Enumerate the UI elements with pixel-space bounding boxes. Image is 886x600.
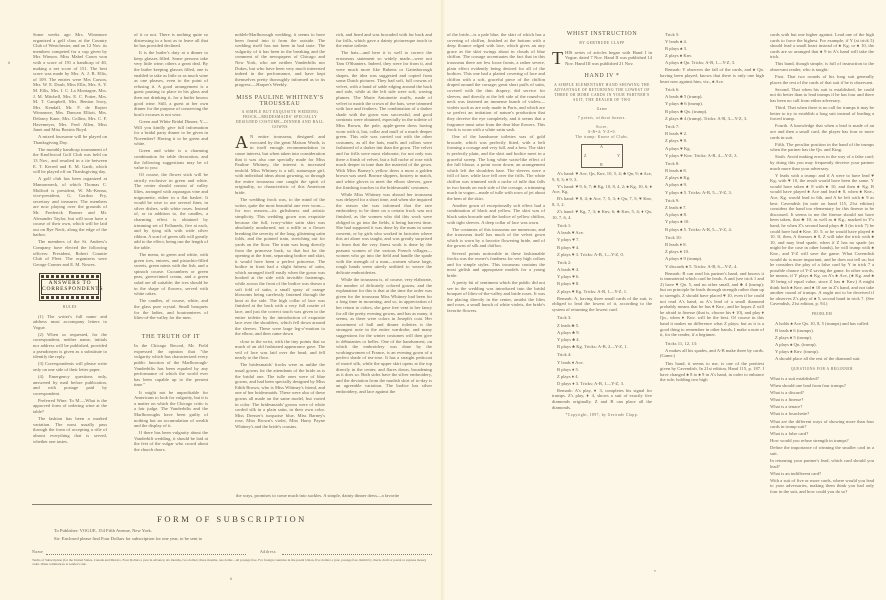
trick-play: B plays ♠ 3. <box>665 46 688 52</box>
fragment-text: the ways, promises to come much into suckles. A simple, dainty dinner dress—a favorite <box>236 493 400 498</box>
trick-play: B leads ♥ 2. <box>665 131 688 137</box>
golf-paragraph: The members of the St. Andrew's Company have elected the following officers: President, Robert Countie Club of Fleet. The organizers were George Cramer and E. M. Nowes. <box>33 239 107 267</box>
trick-play: A plays ♠ Qn. Tricks: A-B, 1—Y-Z, 3. <box>665 60 736 66</box>
name-field[interactable] <box>46 554 246 555</box>
trick-play: Z plays ♥ Kg. Tricks: A-B, 1—Y-Z, 1. <box>557 288 628 294</box>
dinner-question: Green and White Bridal Dinner, Y.—Will you kindly give full information for a bridal party dinner to be given in November? Having it to be green and white. <box>134 118 208 147</box>
golf-paragraph: A mixed foursome will be played on Thanksgiving Day. <box>33 134 107 145</box>
lesson-paragraph: Sixth. Avoid making errors in the way of a false card; by doing this you may frequently deceive your partner much more than your adversary. <box>770 154 874 171</box>
question-item: What is a finesse? <box>770 397 804 403</box>
subscription-top-rule <box>32 504 432 505</box>
truth-paragraph: In the Chicago Record, Mr. Field expressed the opinion that "the vulgarity which has characterized every public function of the Marlborough-Vanderbilts has been equaled by any performance of which the world ever has been capable up to the present time." <box>134 343 208 388</box>
trick-label: Trick 7: <box>665 124 680 130</box>
ornament-border <box>41 296 99 299</box>
trousseau-paragraph: The hats—and here it is well to correct the erroneous statement so widely made—were not Tam O'Shanters. Indeed, they were far from it, and were much more like Rubens or Gainsborough shapes, the idea was suggested and copied from some Dutch pictures. They had soft, full crowns of velvet, with a band of sable edging around the back and side, while at the left side were soft, waving plumes. The Marie Antoinette muffs, made of velvet to match the crown of the hats, were trimmed with lace and feathers. The combination of a darker shade with the gown was successful, and good contrasts were obtained, especially in the toilette of Miss Brown, the pale, apple-green dress having worn with it, hat, collar and muff of a much deeper green. This rule was carried out with the other costumes, as all the hats, muffs and collars were fashioned of a darker tint than the gown. The velvet and fur frills were most elaborate, for not only was there a finish of velvet, but a full ruche of rose with much deeper in tone than the material of the gown. With Miss Barney's yellow dress a most a golden brown was used. Bronze slippers, hosiery to match, and white gloves to meet the elbow sleeves, gave the finishing touches to the bridesmaids' costumes. <box>336 50 432 190</box>
rule-item: (2) When so requested, for the correspondent, neither name, initials nor address will be published, provided a pseudonym is given as a substitute to identify the reply. <box>33 331 107 360</box>
rules-heading: RULES <box>63 304 77 309</box>
whist-tricks-column <box>660 32 764 504</box>
wine-paragraph: It is the butler's duty at a dinner to keep glasses filled. Some persons take very little wine; others a great deal. By the butler keeping glasses filled, one is enabled to take as little or as much wine as one pleases, even to the point of refusing it. A good arrangement is a guest pausing to place in his glass and then not drinking it, for a butler knows good wine. Still, a guest at her own dinner for the purpose of conserving the host's excuses is not wise. <box>134 50 208 117</box>
lesson-paragraph: Third. That when there is no call for trumps it may be better to try to establish a long suit instead of leading a forced trump. <box>770 105 874 122</box>
problem-line: B leads ♠ 6 (trumps). <box>775 328 814 333</box>
trick-play: A leads ♣ 5 (trump). <box>665 94 703 100</box>
trick-play: Z leads ♠ 7. <box>665 205 687 211</box>
address-field[interactable] <box>282 554 432 555</box>
trick-play: Z leads ♣ 5. <box>557 322 580 328</box>
left-column-trousseau-article <box>235 32 325 502</box>
left-page-number: ii <box>230 576 233 581</box>
game-label: Game <box>596 106 608 111</box>
trick-play: B leads ♦ 8. <box>665 242 687 248</box>
trick-play: A plays ♠ 8. <box>665 212 688 218</box>
trick-play: Z plays ♦ 10. <box>665 249 690 255</box>
rule-item: (1) The writer's full name and address must accompany letters to Vogue. <box>33 313 107 330</box>
trick-label: Tricks 11, 12, 13: <box>665 340 698 346</box>
trick-play: A plays ♣ 9. <box>557 329 580 335</box>
seat-left: Z <box>584 152 587 158</box>
question-item: When should one lead from four trumps? <box>770 383 846 389</box>
article-paragraph: N entire trousseau, designed and executed by the great Maison Worth, is in itself enough recommendation to cause interest, but when taken into consideration that it was also one specially made for Miss Pauline Whitney, the interest is increased tenfold. Miss Whitney is a tall, statuesque girl, with individual ideas about gowning, so through the entire trousseau one caught the spirit of originality, so characteristic of this American bride. <box>235 134 325 196</box>
answer-body: The fashion has been a marked variation. The most usually pass through the form of accepting a rôle of almost everything that is served, whether one tastes. <box>33 416 107 444</box>
article-title: MISS PAULINE WHITNEY'S TROUSSEAU <box>236 94 324 107</box>
trick-play: A leads ♥ Ace. <box>557 230 584 236</box>
truth-paragraph: It might not be unprofitable for Americans to look for vulgarity, but it is a matter on which the Chicago critic is a fair judge. The Vanderbilts and the Marlboroughs have been guilty of nothing but an accumulation of wealth and the display of it. <box>134 389 208 429</box>
trick-play: B plays ♣ Kg. Tricks: A-B, 2—Y-Z, 1. <box>557 343 628 349</box>
trick-remark: Remark: B can read his partner's hand, and knows it is immaterial which card he leads. A and (see trick 1 and 2) have ♥ Qn. 5, and no other small, and ♣ 4 (trump); but on principle he leads through strength rather than up to strength. Z should have placed ♥ 10, even if he could not read A's hand, as A's lead of a small diamond probably means that he has ♦ Knv., and he hopes Z will be afraid to finesse (that is, choose his ♦ 10), and play ♦ Qn., when ♦ Knv. will be the best. Of course in this hand it makes no difference what Z plays; but as it is a good thing to remember in other hands, I make a note of it, for the reader, if a beginner. <box>660 270 764 338</box>
trick-play: Y plays ♠ 5. Tricks: A-B, 5—Y-Z, 3. <box>665 189 732 195</box>
trick-label: Trick 9: <box>665 198 680 204</box>
whist-intro: HIS series of articles began with Hand I in Vogue, dated 7 Nov. Hand II was published 14 Nov. Hand III was published 21 Nov. <box>565 49 652 66</box>
drop-cap: A <box>235 132 248 153</box>
trick-play: B leads ♠ 8. <box>665 168 687 174</box>
article-paragraph: The wedding frock was, to the mind of the writer, quite the most beautiful one ever worn—for two reasons—its girlishness and artistic simplicity. This wedding gown was exquisite because the full, ivory-white satin skirt was absolutely unadorned, not a ruffle or a flower breaking the severity of the long, glistening satin folds, and the pointed train, stretching out for yards on the floor. The train was hung directly from the princesse back, so that but for the opening at the front, separating bodice and skirt, it would have been a perfect princesse. The bodice in front had a slight fulness of satin, which arranged itself easily when the gown was hooked at the side with invisible fastenings, while across the front of the bodice was drawn a soft fold of satin, a small spray of orange blossoms being carelessly fastened through the knot at the side. The high collar of lace was finished at the back with a very full rosette of lace, and just the correct touch was given to the entire toilette by the introduction of exquisite lace over the shoulders, which fell down around the sleeves. These were large leg-o'-mutton to the elbow, and then came down <box>235 197 325 337</box>
trick-label: Trick 8: <box>665 161 680 167</box>
trick-play: B plays ♠ 5. Tricks: A-B, 5—Y-Z, 4. <box>665 226 732 232</box>
problem-line: A plays ♠ Qn. (trump). <box>775 342 817 348</box>
subscription-terms: Terms of Subscription (for the United States, Canada and Mexico, Four Dollars a year in advance; six months, two dollars; three months, one dollar—all postage free. For foreign countries in the postal Union, five dollars a year, postage free. Remit by check, draft or postal or express money order. Other remittances at sender's risk. <box>32 558 427 567</box>
score-value: A-B=4; Y-Z=0. <box>587 129 617 134</box>
article-paragraph: The bridesmaids' frocks were as unlike the usual gowns for the attendants of the bride as is the bridal one. The tulle ones were of blue gowns, and had been specially designed by Miss Edith Brown, who is Miss Whitney's friend, and one of her bridesmaids. These were also of these gowns all made on the same model, but varied in color. The bridesmaids' gowns were of white corded silk in a plain satin, in their own color. Miss Dresser's turquoise blue, Miss Barney's rose, Miss Brown's violet, Miss Harry Payne Whitney's and the bride's cousins. <box>235 362 325 429</box>
trick-label: Trick 6: <box>665 87 680 93</box>
trick-play: Z plays ♠ Kg. <box>665 175 691 181</box>
question-item: With a suit of five or more cards, where would you lead to your adversaries, making them think you had only four in the suit, and how could you do so? <box>770 477 874 495</box>
page-gutter <box>441 0 445 600</box>
trick-play: Y plays ♠ 10. <box>665 219 690 225</box>
left-column-wine-and-truth <box>134 32 208 502</box>
question-item: What is a tenace? <box>770 404 803 410</box>
trousseau-paragraph: A pretty bit of sentiment which the public did not see in the wedding was introduced into the bridal bouquet of lilies-of-the-valley and bride roses. It was the placing directly in the center, amidst the lilies and roses, a small bunch of white violets, the bride's favorite flowers. <box>447 280 545 313</box>
question-item: What is a suit established? <box>770 375 819 381</box>
trick-label: Trick 10: <box>665 235 682 241</box>
trousseau-paragraph: While the trousseau is, of course, very elaborate, the number of delicately colored gowns, and the explanation for this is that at the time the order was given for the trousseau Miss Whitney had been for a long time in mourning, and so, in appreciation of her return to colors, she gave free vent to her fancy for all the pretty evening gowns, and has as many, it seems, as there were colors in Joseph's coat. Her assortment of ball and dinner toilettes is the strongest note in the entire wardrobe, and many suggestions for the winter costumes will then give to débutantes or belles. One of the handsomest, on which the embroidery was done by the workingwomen of France, is an evening gown of a perfect shade of tea-rose. It has a straight petticoat of moiré silk, while the upper skirt opens at the top directly in the center, and flares down, broadening as it does so. Both sides have the silver embroidery, and the deviation from the mudish skirt of to-day is an agreeable variation. The bodice has silver embroidery, and lace against the <box>336 277 432 394</box>
trick-play: Y plays ♣ 4. <box>557 336 580 342</box>
copyright-note: *Copyright, 1897, by Gertrude Clapp. <box>565 413 639 418</box>
answers-to-correspondents-banner <box>39 273 104 300</box>
truth-of-it-heading: THE TRUTH OF IT <box>141 333 201 340</box>
questions-heading: QUESTIONS FOR A BEGINNER <box>790 366 854 371</box>
whist-title: WHIST INSTRUCTION <box>566 31 638 37</box>
golf-paragraph: Some weeks ago Mrs. Winsmore organized a golf class at the Country Club of Westchester, and on 12 Nov. its members competed for a cup given by Mrs Winson. Miss Mabel Caron won with a score of 191 a handicap of 40, making a net score of 151. The best score was made by Mrs. A. J. B. Ellis, of 109. The entries were Mrs Carson, Mrs. W. E. Doub, Miss Ellis, Mrs. A. Y. M. Ellis, Mrs. I. C. La Montagne, Mrs. J. M. Mitchell, Mrs. E. C. Potter, Mrs. M. T. Campbell, Mrs. Benton Ivory, Mrs Kendall, Mr. F. de Rayter Winsmore, Mrs. Duncan Elliott, Mrs. Delancy Kane, Mrs. Collins, Mrs. C. F. Havemeyer, Mrs. Fred Allen, Miss Janet and Miss Beatrix Boyd. <box>33 32 107 133</box>
trick-play: Y plays ♥ Knv. Tricks: A-B, 4—Y-Z, 3. <box>665 152 738 158</box>
trick-label: Trick 1: <box>557 223 572 229</box>
trousseau-paragraph: While Miss Whitney was abroad her trousseau was delayed for a short time, and when she inquired the reason she was informed that the rare embroidery to be done on a certain frock was not finished, as the women who did this work were obliged to go into the fields, it being harvest time. She had supposed it was done by the nuns in some convent, or by girls who worked in factories where this art alone was taught, and was greatly surprised to learn that the very finest work is done by the peasant women of the various French villages—women who go into the field and handle the spade with the strength of a man—women whose large, rough hands seem utterly unfitted to weave the delicate embroideries. <box>336 191 432 275</box>
subscription-to-line: To Publisher: VOGUE, 154 Fifth Avenue, New York. <box>54 528 152 533</box>
trump-label: The trump: Knave of Clubs. <box>575 134 629 139</box>
question-item: What is an indifferent card? <box>770 470 822 476</box>
trick-play: A plays ♥ Kg. <box>665 145 691 151</box>
trousseau-paragraph: Another gown of exceptionally soft effect had a combination of black and yellow. The skirt was of black satin brocade and the bodice of yellow chiffon, with tight sleeves. A deep collar of lace was worn. <box>447 202 545 225</box>
question-item: How would you refuse strength in trumps? <box>770 438 849 444</box>
hand-listing: A's hand: ♥ Ace, Qn, Knv, 10, 5, 4; ♣ Qn, 9; ♠ Ace, 9, 8, 3; ♦ 9, 3. <box>552 170 652 182</box>
trick-label: Trick 3: <box>557 315 572 321</box>
trick-play: Y plays ♣ 6 (trump). <box>665 101 703 107</box>
subscription-fields <box>32 547 432 557</box>
trick-play: Y leads ♦ Ace. <box>557 359 584 365</box>
whist-lessons-column <box>770 32 874 504</box>
trick-remark: Remark: A's play, ♦ 3, completes his signal for trumps. Z's play, ♦ 4, shows a suit of exactly five diamonds originally. Z and B can place all the diamonds. <box>552 387 652 410</box>
question-item: What is a false card? <box>770 431 809 437</box>
left-column-golf-and-answers <box>33 32 107 502</box>
drop-cap: T <box>552 47 563 68</box>
left-column-trousseau-continued <box>336 32 432 502</box>
game-value: 7 points, without honors. <box>577 115 627 120</box>
question-item: In returning your partner's lead, which card should you lead? <box>770 458 874 469</box>
trousseau-paragraph: One of the handsome toilettes was of gold brocade, which was perfectly fitted, with a belt forming a corsage and very full, and a bow. The skirt is perfectly plain, and the skirt and bodice meet in a graceful sweep. The long white waist-like effect of the full blouse, a point worn down; an arrangement which left the shoulders bare. The sleeves were a frill of lace, while lace fell over the frills. The white chiffon was trimmed with a ruche of tulle that falls in two bands on each side of the corsage, a trimming much in vogue—made of tulle with rows of jet about the hem of the skirt. <box>447 134 545 201</box>
dinner-paragraph: Of course, the flower stick will be strictly exclusive in green and white. The center should consist of valley lilies, arranged with asparagus vine and mignonette, either in a flat basket. It would be wise to use several finer, in silver dishes, with white roses. Instead of, or in addition to, the candles, a charming effect is obtained by trimming set of Follaneds, five at each, and by tying silk with wide silver ribbon. A scarf of green silk will greatly add to the effect, being run the length of the table. <box>134 172 208 250</box>
rule-item: (3) Correspondents will please write only on one side of their letter paper. <box>33 361 107 372</box>
lesson-paragraph: Fifth. The peculiar position in the hand of the trumps when the partner has the Qn. and King. <box>770 141 874 153</box>
left-page-bottom-fragment <box>236 493 432 501</box>
trousseau-paragraph: The costumes of this trousseau are numerous, and the trousseau itself has much of the velvet gown which is worn by a favorite flowering bride, and of the gowns of silk and chiffon. <box>447 226 545 249</box>
trick-play: D plays ♦ 3. Tricks: A-B, 1—Y-Z, 3. <box>557 380 625 386</box>
problem-line: A should place all the rest of the diamond suit. <box>775 356 861 362</box>
truth-paragraph: If there has been vulgarity about the Vanderbilt wedding, it should be laid at the feet of the vulgar who crowd about the church doors. <box>134 430 208 452</box>
article-subtitle: A SIMPLE BUT EXQUISITE WEDDING FROCK—BRIDESMAIDS' SPECIALLY DESIGNED COSTUME—DINNER AND BALL GOWNS <box>236 110 324 130</box>
trick-play: Z plays ♣ 4 (trump). Tricks: A-B, 3—Y-Z, 3. <box>665 115 748 121</box>
hand-listing: Z's hand: ♥ Kg, 7, 3; ♠ Knv, 6; ♣ Knv, 5, 4; ♦ Qn, 10, 7, 6, 4. <box>552 209 652 220</box>
trick-remark: This hand, it seems to me, is one of the prettiest given by Cavendish. In 21st edition, Hand 115, p. 187. I have changed ♠ 8 to ♠ 9 in A's hand, in order to enhance the rule, holding two high <box>660 360 764 383</box>
trick-play: B plays ♦ 5. <box>557 366 579 372</box>
problem-line: Y plays ♠ Knv. (trump). <box>775 349 819 355</box>
problem-line: Z plays ♠ 5 (trump). <box>775 335 813 341</box>
subscription-title: FORM OF SUBSCRIPTION <box>157 514 307 524</box>
trick-play: Y leads ♠ 4. <box>665 39 687 45</box>
trick-play: Z plays ♥ 8. <box>665 138 688 144</box>
problem-heading: PROBLEM <box>811 311 833 316</box>
question-item: What is a fourchette? <box>770 411 810 417</box>
question-item: Define the importance of winning the smaller card in a suit. <box>770 445 874 456</box>
trick-remark: Remark: Y observes the fall of the cards, and ♠ Qn. having been played, knows that there is only one high heart now against him, viz., ♠ Ace. <box>660 67 764 84</box>
trousseau-paragraph: Several points noticeable in these fashionable frocks was the owner's fondness for very high collars and for simple styles. This trousseau contains the most girlish and appropriate models for a young bride. <box>447 250 545 278</box>
answer-question: Preferred Wine. To M.—What is the approved form of ordering wine at the table? <box>33 397 107 415</box>
trick-play: B plays ♣ Qn. (trump). <box>665 108 708 114</box>
trick-play: A makes all his spades, and A-B make three by cards. (Game.) <box>660 347 764 359</box>
wine-paragraph: of it or not. There is nothing quite so distressing to a host as to leave all that he has provided declined. <box>134 32 208 49</box>
trick-label: Trick 4: <box>557 352 572 358</box>
trick-play: B plays ♥ 8. <box>557 281 580 287</box>
hand-title: HAND IV * <box>584 73 620 80</box>
trick-play: Y discards ♠ 5. Tricks: A-B, 6—Y-Z, 4. <box>665 263 738 269</box>
trick-play: Y plays ♥ 7. <box>557 237 580 243</box>
lesson-paragraph: Second. That when his suit is established, he could not do better than to lead trumps if he has four and there has been no call from either adversary. <box>770 86 874 104</box>
trick-play: A plays ♠ 9. <box>665 182 688 188</box>
dinner-paragraph: Green and white is a charming combination for table decoration, and the following suggestions may be of value to you: <box>134 148 208 171</box>
name-label: Name <box>32 549 44 554</box>
trick-label: Trick 5: <box>665 32 680 37</box>
whist-byline: BY GERTRUDE CLAPP <box>579 40 625 45</box>
trick-remark: Remark: A, having three small cards of the suit, is obliged to lead the lowest of it, according to the system of returning the lowest card. <box>552 295 652 312</box>
trousseau-paragraph: of the bride—is a pale blue, the skirt of which has a covering of chiffon, finished at the bottom with a deep flounce edged with lace, which gives an airy grace as the skirt swings about in clouds of blue chiffon. The corsage accentuates the fact that in this trousseau there are few loose fronts, a rather severe, plain effect evidently being desired for all of the bodices. This one had a plaited covering of lace and chiffon with a soft, graceful piece of the chiffon draped around the corsage; great short puffs of satin, covered with the thin drapery, did service for sleeves, and directly at the left side of the round-cut neck was fastened an immense bunch of violets—violets such as are only made in Paris, and which are so perfect an imitation of nature's production that they deceive the eye completely, and it seems that a fragrance must arise from the dear blue flowers. This frock is worn with a white satin sash. <box>447 32 545 133</box>
lesson-paragraph: Fourth. A knowledge that when a lead is made of an ace and then a small card, the player has four or more cards in suit. <box>770 123 874 140</box>
seat-right: Y <box>617 152 620 158</box>
harpers-paragraph: nobleb-Marlborough wedding, it seems to have been found into it from the outside. The wedding itself has not been in bad taste. The vulgarity of it has been in the breaking and the comment of the newspapers of Chicago and New York, who are neither Vanderbilts nor Dukes, but who have been very much interested indeed in the performance, and have kept themselves pretty thoroughly informed as to its progress.—Harper's Weekly. <box>235 32 325 88</box>
problem-line: A holds ♠ Ace Qn. 10, 8, 5 (trumps) and has called. <box>775 320 870 326</box>
lesson-paragraph: First. That two rounds of his long suit generally places the rest of the cards of that suit if he is observant. <box>770 74 874 85</box>
dinner-paragraph: The menu, in green and white, with green ices, entrees, and pistachio-filled sweets, green mints with the fish, and a spinach course. Cucumbers or green peas, green-tinted cream, and a green salad are all suitable; the ices should be in the shape of flowers, served with white cakes. <box>134 252 208 297</box>
article-paragraph: close to the wrist, with the tiny points that so much of an old fashioned appearance gave. The veil of lace was laid over the head, and fell nearly to the floor. <box>235 338 325 361</box>
lesson-paragraph: cards with but one higher against. Lead one of the high cards to force the highest. For example, if Y (at trick 5) should lead a small heart instead of ♠ Kg. or ♠ 10, the cards are so arranged that ♠ 9 in A's hand will take the trick. <box>770 32 874 60</box>
rule-item: (4) Emergency questions only, answered by mail before publication, and with postage paid by correspondent. <box>33 373 107 396</box>
question-item: What are the different ways of showing more than four cards in trump suit? <box>770 418 874 430</box>
address-label: Address <box>260 549 276 554</box>
trick-play: Z plays ♥ 3. Tricks: A-B, 1—Y-Z, 0. <box>557 251 624 257</box>
right-page-number: v <box>654 568 656 573</box>
table-diagram <box>581 144 623 168</box>
trousseau-paragraph: rich, and lined and was brocaded with fur back and fur frills, which gave a dainty picturesque touch to the entire toilette. <box>336 32 432 49</box>
lesson-paragraph: This hand, though simple, is full of instruction to the observant reader, who is taught: <box>770 61 874 73</box>
dinner-paragraph: The candles, of course, white, and the glass pure crystal. Small bouquets for the ladies, and boutonnieres of lilies-of-the-valley for the men. <box>134 298 208 321</box>
subscription-form <box>32 506 432 576</box>
seat-bottom: B <box>600 162 603 168</box>
trick-play: A plays ♦ 9 (trump). <box>665 256 703 262</box>
answers-heading: ANSWERS TO CORRESPONDENTS <box>41 279 99 294</box>
trick-play: Z plays ♠ Knv. <box>665 53 693 59</box>
seat-top: A <box>600 143 603 149</box>
trick-play: Z plays ♦ 4. <box>557 373 579 379</box>
trick-play: B plays ♥ 4. <box>557 244 580 250</box>
right-column-trousseau-continued <box>447 32 545 504</box>
trick-play: Y plays ♥ 6. <box>557 274 580 280</box>
score-label: Score, <box>595 124 609 129</box>
ornament-border <box>41 275 99 278</box>
whist-instruction-column <box>552 28 652 504</box>
question-item: What is a discard? <box>770 390 804 396</box>
left-margin-mark: ii <box>8 60 11 65</box>
trick-label: Trick 2: <box>557 260 572 266</box>
hand-subtitle: A SIMPLE ELEMENTARY HAND SHOWING THE ADVANTAGE OF RETURNING THE LOWEST OF THREE OR MORE CARDS IN YOUR PARTNER'S SUIT, THE DEALER OF TWO <box>554 82 650 102</box>
hand-listing: Y's hand: ♥ 9, 6, 7; ♣ Kg, 10, 8, 4, 2; ♠ Kg, 10, 6; ♦ Ace, Kg. <box>552 183 652 195</box>
trick-play: A leads ♥ 4. <box>557 267 580 273</box>
golf-paragraph: A golf club has been organized at Mamaroneck, of which Thomas C. Mulford is president, W. Mc-Kenna, vice-president, G. Gordon Fry, secretary and treasurer. The members are now playing over the grounds of Mr. Frederick Bonner and Mr. Alexander Taylor, but will soon have a course of their own, which will be laid out on Rye Neck, along the edge of the harbor. <box>33 176 107 238</box>
subscription-sir-line: Sir: Enclosed please find Four Dollars for subscription for one year, to be sent to <box>54 536 203 541</box>
golf-paragraph: The monthly handicap tournament of the Knollwood Golf Club was held on 13 Nov., and resulted in a tie between E. T. Kerred and E. M. Garth, which will be played off on Thanksgiving day. <box>33 146 107 175</box>
hand-listing: B's hand: ♥ 8, 4; ♠ Ace, 7, 5, 3; ♦ Qn, 7, 5; ♥ Knv, 8, 3, 2. <box>552 196 652 207</box>
lesson-paragraph: Y leads with a trump: and if A were to have lead ♥ Kg, with ♥ 10, the result would have been the same. Y would have taken ♠ 8 with ♠ 10, and then ♠ Kg. B would have played ♠ Ace and lead ♠ 8, when ♠ Knv., Ace, Kg. would lead to 6th, and A be left with ♠ 9 as best. Cavendish (in note on hand 115, 21st edition) considers the hand too elementary for this finesse to be discussed. It seems to me the finesse should not have been taken, that ♣ 10, as well as ♠ Kg., marked in Y's hand, he when Z's second hand plays ♣ 3 (in trick 7) he could have had ♠ Knv. 10. 5; or he would have played ♠ 10. If, then, A finesses ♠ 8, Z will take the trick with ♠ 10, and may lead spade, when if Z has no spade (as might be the case in other hands), he will trump with ♠ Knv., and Y-Z will save the game. What Cavendish would do is more important, and he does not tell us; but he considers the play of a false card by Y in trick 7 a possible chance of Y-Z saving the game. In other words, he means, if Y plays ♠ Kg. on A's ♠ Ace, (♠ Kg. and ♠ 10 being of equal value, since Z has ♠ Knv.) A might think both ♠ Knv. and ♠ 10 are in Z's hand, and not take another round of trumps. A ought not to be deceived if he observes Z's play of ♠ 5, second hand in trick 7. (See Cavendish, 21st edition, p. 94.) <box>770 172 874 307</box>
